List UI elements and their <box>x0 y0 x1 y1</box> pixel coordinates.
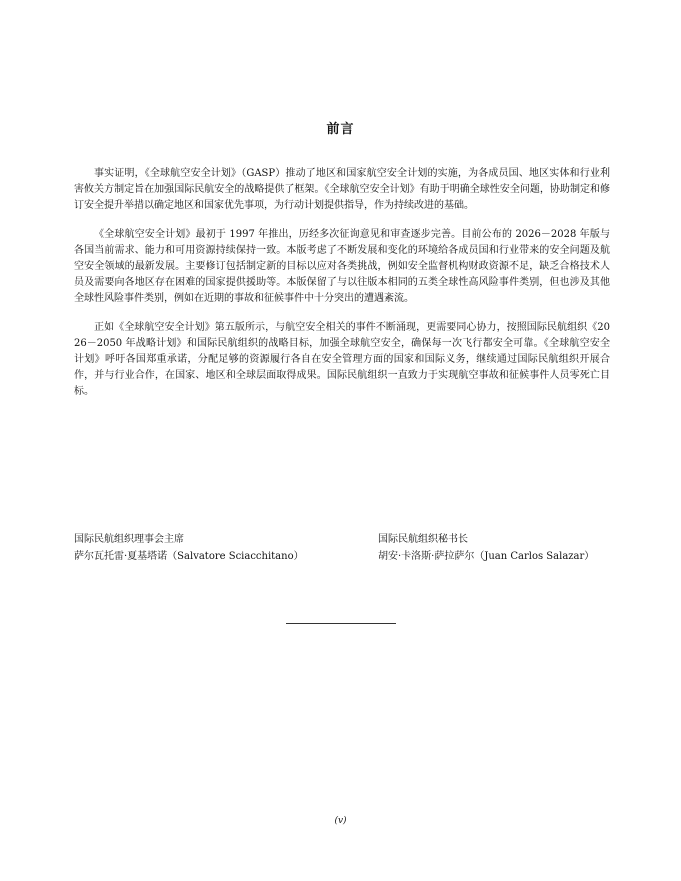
paragraph-1: 事实证明，《全球航空安全计划》（GASP）推动了地区和国家航空安全计划的实施，为各成员国、地区实体和行业利害攸关方制定旨在加强国际民航安全的战略提供了框架。《全球航空安全计划》有助于明确全球性安全问题，协助制定和修订安全提升举措以确定地区和国家优先事项，为行动计划提供指导，作为持续改进的基础。 <box>74 168 610 212</box>
section-divider <box>286 623 396 624</box>
signature-position: 国际民航组织理事会主席 <box>74 534 184 545</box>
signature-council-president <box>74 531 304 565</box>
page-title: 前言 <box>326 122 355 137</box>
signature-secretary-general <box>378 531 594 565</box>
foreword-body <box>74 166 610 413</box>
page-number: (v) <box>334 816 347 826</box>
signature-position: 国际民航组织秘书长 <box>378 534 468 545</box>
signature-name: 胡安·卡洛斯·萨拉萨尔（Juan Carlos Salazar） <box>378 551 595 562</box>
paragraph-2: 《全球航空安全计划》最初于 1997 年推出，历经多次征询意见和审查逐步完善。目前公布的 2026－2028 年版与各国当前需求、能力和可用资源持续保持一致。本版考虑了不断发展和变化的环境给各成员国和行业带来的安全问题及航空安全领域的最新发展。主要修订包括制定新的目标以应对各类挑战，例如安全监督机构财政资源不足，缺乏合格技术人员及需要向各地区存在困难的国家提供援助等。本版保留了与以往版本相同的五类全球性高风险事件类别，但也涉及其他全球性风险事件类别，例如在近期的事故和征候事件中十分突出的遭遇紊流。 <box>74 228 610 305</box>
paragraph-3: 正如《全球航空安全计划》第五版所示，与航空安全相关的事件不断涌现，更需要同心协力，按照国际民航组织《2026－2050 年战略计划》和国际民航组织的战略目标，加强全球航空安全，确保每一次飞行都安全可靠。《全球航空安全计划》呼吁各国郑重承诺，分配足够的资源履行各自在安全管理方面的国家和国际义务，继续通过国际民航组织开展合作，并与行业合作，在国家、地区和全球层面取得成果。国际民航组织一直致力于实现航空事故和征候事件人员零死亡目标。 <box>74 321 610 398</box>
signature-name: 萨尔瓦托雷·夏基塔诺（Salvatore Sciacchitano） <box>74 551 304 562</box>
